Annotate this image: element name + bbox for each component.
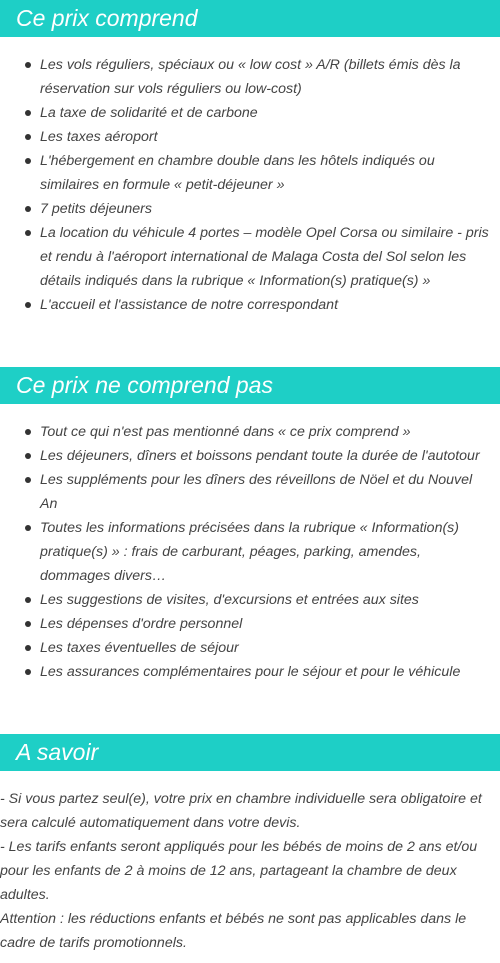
list-item: Les suppléments pour les dîners des réveillons de Nöel et du Nouvel An bbox=[40, 468, 492, 516]
list-item: La taxe de solidarité et de carbone bbox=[40, 101, 492, 125]
included-section-title: Ce prix comprend bbox=[0, 0, 500, 37]
list-item: Les vols réguliers, spéciaux ou « low cost » A/R (billets émis dès la réservation sur vols réguliers ou low-cost) bbox=[40, 53, 492, 101]
excluded-list bbox=[0, 420, 500, 684]
list-item: Tout ce qui n'est pas mentionné dans « ce prix comprend » bbox=[40, 420, 492, 444]
notes-section-title: A savoir bbox=[0, 734, 500, 771]
list-item: Les assurances complémentaires pour le séjour et pour le véhicule bbox=[40, 660, 492, 684]
included-list bbox=[0, 53, 500, 317]
list-item: Toutes les informations précisées dans la rubrique « Information(s) pratique(s) » : frais de carburant, péages, parking, amendes, dommages divers… bbox=[40, 516, 492, 588]
notes-text bbox=[0, 787, 500, 955]
list-item: L'accueil et l'assistance de notre correspondant bbox=[40, 293, 492, 317]
list-item: Les taxes éventuelles de séjour bbox=[40, 636, 492, 660]
list-item: Les suggestions de visites, d'excursions et entrées aux sites bbox=[40, 588, 492, 612]
list-item: L'hébergement en chambre double dans les hôtels indiqués ou similaires en formule « petit-déjeuner » bbox=[40, 149, 492, 197]
note-paragraph: Attention : les réductions enfants et bébés ne sont pas applicables dans le cadre de tarifs promotionnels. bbox=[0, 911, 467, 951]
note-paragraph: - Si vous partez seul(e), votre prix en chambre individuelle sera obligatoire et sera calculé automatiquement dans votre devis. bbox=[0, 791, 482, 831]
excluded-section-title: Ce prix ne comprend pas bbox=[0, 367, 500, 404]
note-paragraph: - Les tarifs enfants seront appliqués pour les bébés de moins de 2 ans et/ou pour les enfants de 2 à moins de 12 ans, partageant la chambre de deux adultes. bbox=[0, 839, 478, 903]
list-item: Les déjeuners, dîners et boissons pendant toute la durée de l'autotour bbox=[40, 444, 492, 468]
list-item: La location du véhicule 4 portes – modèle Opel Corsa ou similaire - pris et rendu à l'aéroport international de Malaga Costa del Sol selon les détails indiqués dans la rubrique « Information(s) pratique(s) » bbox=[40, 221, 492, 293]
list-item: 7 petits déjeuners bbox=[40, 197, 492, 221]
list-item: Les dépenses d'ordre personnel bbox=[40, 612, 492, 636]
list-item: Les taxes aéroport bbox=[40, 125, 492, 149]
